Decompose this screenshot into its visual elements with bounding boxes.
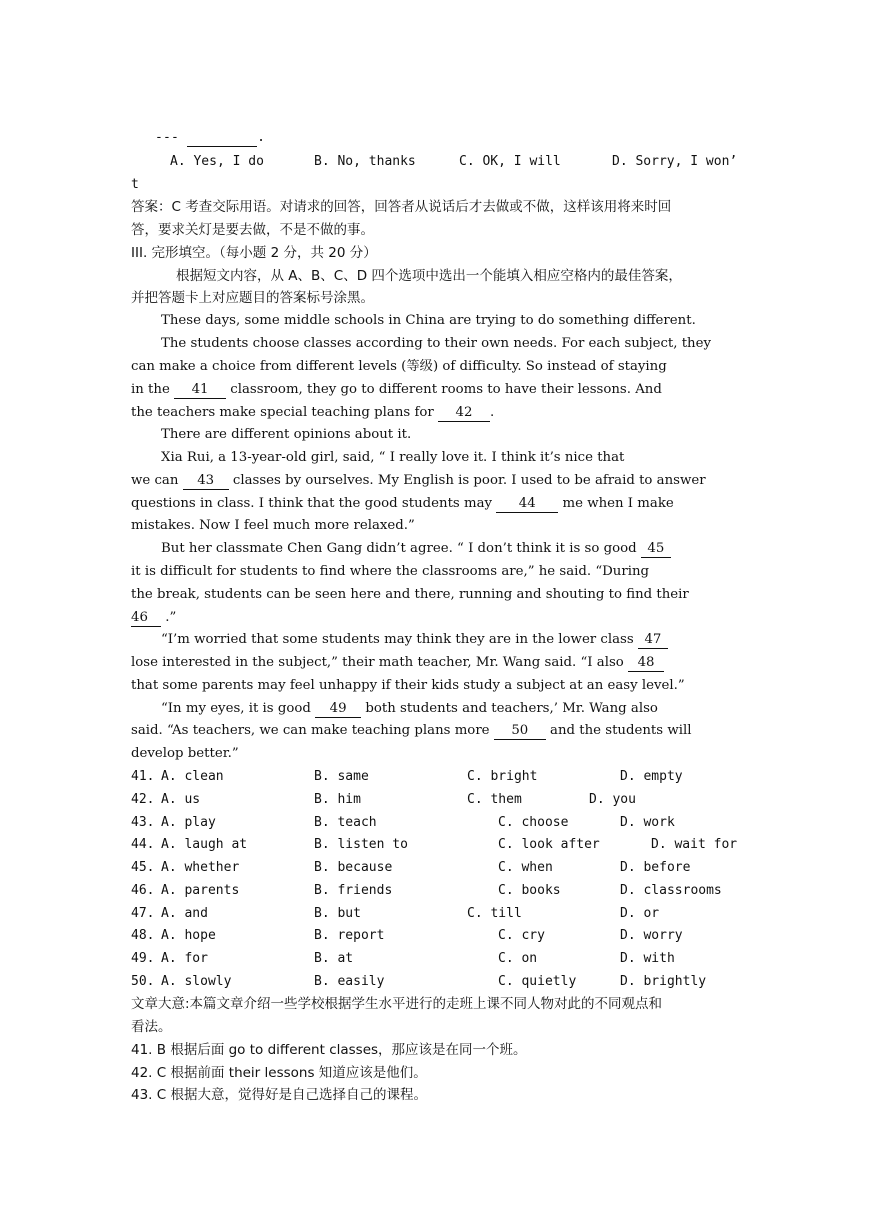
q48-num: 48.: [131, 928, 155, 943]
answer-blank: [187, 129, 257, 147]
text: questions in class. I think that the good students may: [131, 496, 493, 511]
prev-question-blank-line: --- .: [155, 130, 266, 145]
q49-d: D. with: [620, 951, 675, 966]
text: we can: [131, 473, 179, 488]
blank-45: 45: [641, 540, 671, 558]
q42-a: A. us: [161, 792, 201, 807]
q46-c: C. books: [498, 883, 561, 898]
section-heading: III. 完形填空。（每小题 2 分，共 20 分）: [131, 245, 377, 261]
text: lose interested in the subject,” their math teacher, Mr. Wang said. “I also: [131, 655, 624, 670]
prev-option-a: A. Yes, I do: [170, 154, 264, 169]
instruction-line-2: 并把答题卡上对应题目的答案标号涂黑。: [131, 290, 374, 306]
text: both students and teachers,’ Mr. Wang also: [365, 701, 658, 716]
q41-num: 41.: [131, 769, 155, 784]
text: But her classmate Chen Gang didn’t agree. “ I don’t think it is so good: [161, 541, 637, 556]
prev-option-d-wrap: t: [131, 177, 139, 192]
text: “I’m worried that some students may think they are in the lower class: [161, 632, 634, 647]
passage-p2-l3: [131, 379, 737, 402]
q50-c: C. quietly: [498, 974, 577, 989]
passage-p5-l3: the break, students can be seen here and there, running and shouting to find their: [131, 587, 689, 602]
explanation-41: 41. B 根据后面 go to different classes，那应该是在同一个班。: [131, 1042, 527, 1058]
passage-p4-l1: Xia Rui, a 13-year-old girl, said, “ I really love it. I think it’s nice that: [161, 450, 625, 465]
text: me when I make: [562, 496, 674, 511]
passage-p2-l1: The students choose classes according to their own needs. For each subject, they: [161, 336, 711, 351]
explanation-42: 42. C 根据前面 their lessons 知道应该是他们。: [131, 1065, 427, 1081]
q46-a: A. parents: [161, 883, 240, 898]
q42-b: B. him: [314, 792, 361, 807]
passage-p5-l4: [131, 607, 737, 630]
q44-num: 44.: [131, 837, 155, 852]
passage-p7-l3: develop better.”: [131, 746, 239, 761]
q44-b: B. listen to: [314, 837, 408, 852]
q49-num: 49.: [131, 951, 155, 966]
passage-p4-l2: [131, 470, 737, 493]
prev-answer-line-1: 答案：C 考查交际用语。对请求的回答，回答者从说话后才去做或不做，这样该用将来时回: [131, 199, 672, 215]
q42-num: 42.: [131, 792, 155, 807]
q48-d: D. worry: [620, 928, 683, 943]
q47-a: A. and: [161, 906, 208, 921]
dash: ---: [155, 130, 188, 145]
q42-c: C. them: [467, 792, 522, 807]
passage-p6-l1: [161, 629, 741, 652]
q41-d: D. empty: [620, 769, 683, 784]
passage-p7-l1: [161, 698, 741, 721]
passage-p5-l1: [161, 538, 741, 561]
q47-c: C. till: [467, 906, 522, 921]
prev-option-d: D. Sorry, I won’: [612, 154, 738, 169]
q46-num: 46.: [131, 883, 155, 898]
text: the teachers make special teaching plans for: [131, 405, 434, 420]
summary-line-1: 文章大意:本篇文章介绍一些学校根据学生水平进行的走班上课不同人物对此的不同观点和: [131, 996, 663, 1012]
passage-p7-l2: [131, 720, 737, 743]
q44-a: A. laugh at: [161, 837, 248, 852]
q46-d: D. classrooms: [620, 883, 722, 898]
text: “In my eyes, it is good: [161, 701, 311, 716]
q47-b: B. but: [314, 906, 361, 921]
q49-b: B. at: [314, 951, 354, 966]
blank-49: 49: [315, 700, 361, 718]
text: .”: [165, 610, 177, 625]
passage-p1: These days, some middle schools in China are trying to do something different.: [161, 313, 696, 328]
passage-p3: There are different opinions about it.: [161, 427, 412, 442]
blank-43: 43: [183, 472, 229, 490]
passage-p2-l4: [131, 402, 737, 425]
passage-p4-l4: mistakes. Now I feel much more relaxed.”: [131, 518, 415, 533]
q43-b: B. teach: [314, 815, 377, 830]
q49-a: A. for: [161, 951, 208, 966]
blank-48: 48: [628, 654, 664, 672]
q45-a: A. whether: [161, 860, 240, 875]
q41-a: A. clean: [161, 769, 224, 784]
q45-d: D. before: [620, 860, 691, 875]
q43-d: D. work: [620, 815, 675, 830]
explanation-43: 43. C 根据大意，觉得好是自己选择自己的课程。: [131, 1087, 427, 1103]
text: classroom, they go to different rooms to have their lessons. And: [230, 382, 662, 397]
q50-a: A. slowly: [161, 974, 232, 989]
q44-d: D. wait for: [651, 837, 738, 852]
prev-option-b: B. No, thanks: [314, 154, 416, 169]
q43-a: A. play: [161, 815, 216, 830]
prev-answer-line-2: 答，要求关灯是要去做，不是不做的事。: [131, 222, 374, 238]
text: .: [489, 405, 495, 420]
q48-b: B. report: [314, 928, 385, 943]
q45-c: C. when: [498, 860, 553, 875]
q47-num: 47.: [131, 906, 155, 921]
q46-b: B. friends: [314, 883, 393, 898]
passage-p5-l2: it is difficult for students to find where the classrooms are,” he said. “During: [131, 564, 650, 579]
q48-a: A. hope: [161, 928, 216, 943]
q50-d: D. brightly: [620, 974, 707, 989]
q43-num: 43.: [131, 815, 155, 830]
blank-50: 50: [494, 722, 546, 740]
q50-b: B. easily: [314, 974, 385, 989]
blank-41: 41: [174, 381, 226, 399]
q41-c: C. bright: [467, 769, 538, 784]
q45-num: 45.: [131, 860, 155, 875]
blank-44: 44: [496, 495, 558, 513]
blank-42: 42: [438, 404, 490, 422]
blank-47: 47: [638, 631, 668, 649]
passage-p6-l3: that some parents may feel unhappy if their kids study a subject at an easy level.”: [131, 678, 685, 693]
q41-b: B. same: [314, 769, 369, 784]
passage-p2-l2: can make a choice from different levels (等级) of difficulty. So instead of staying: [131, 359, 667, 374]
q47-d: D. or: [620, 906, 660, 921]
instruction-line-1: 根据短文内容，从 A、B、C、D 四个选项中选出一个能填入相应空格内的最佳答案，: [176, 268, 682, 284]
prev-option-c: C. OK, I will: [459, 154, 561, 169]
q45-b: B. because: [314, 860, 393, 875]
text: in the: [131, 382, 170, 397]
passage-p4-l3: [131, 493, 737, 516]
text: classes by ourselves. My English is poor. I used to be afraid to answer: [232, 473, 706, 488]
q50-num: 50.: [131, 974, 155, 989]
q48-c: C. cry: [498, 928, 545, 943]
text: and the students will: [550, 723, 692, 738]
summary-line-2: 看法。: [131, 1019, 172, 1035]
q49-c: C. on: [498, 951, 538, 966]
q43-c: C. choose: [498, 815, 569, 830]
q42-d: D. you: [589, 792, 636, 807]
text: said. “As teachers, we can make teaching plans more: [131, 723, 490, 738]
q44-c: C. look after: [498, 837, 600, 852]
blank-46: 46: [131, 609, 161, 627]
passage-p6-l2: [131, 652, 737, 675]
